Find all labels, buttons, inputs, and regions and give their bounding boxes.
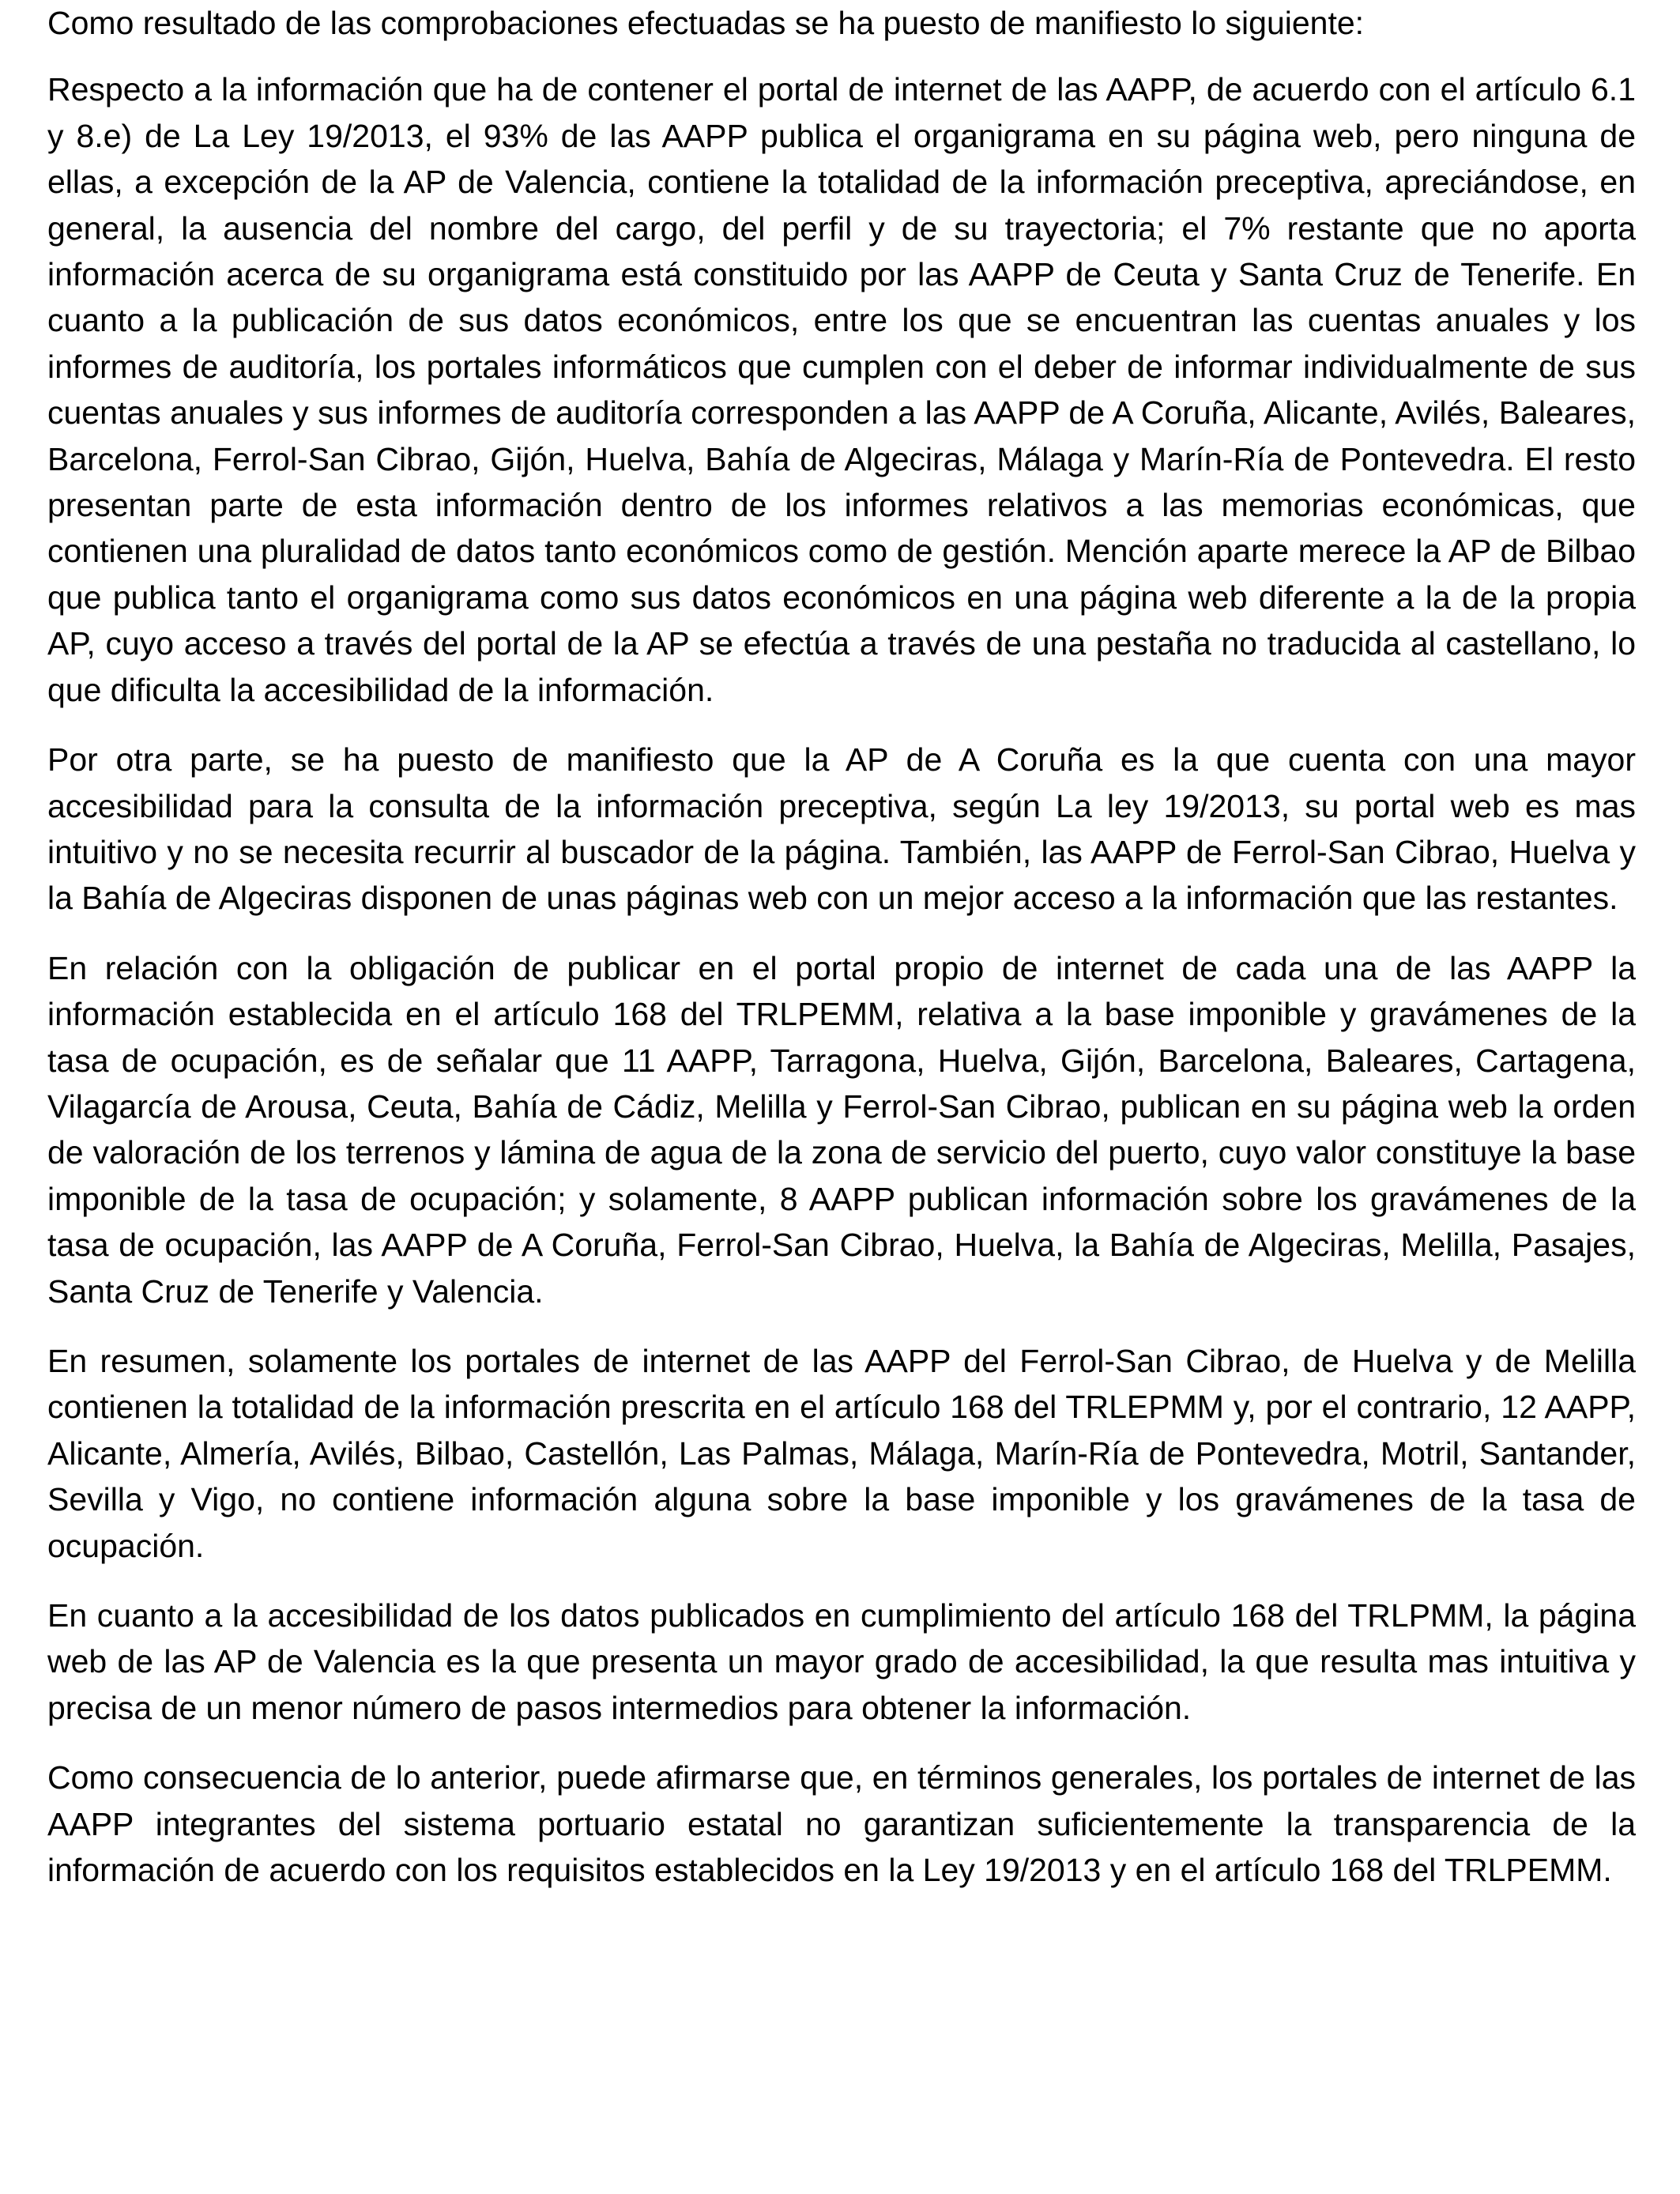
paragraph-intro: Como resultado de las comprobaciones efectuadas se ha puesto de manifiesto lo siguiente:: [47, 5, 1365, 41]
paragraph-article-168-obligation: En relación con la obligación de publicar en el portal propio de internet de cada una de las AAPP la información establecida en el artículo 168 del TRLPEMM, relativa a la base imponible y gravámenes de la tasa de ocupación, es de señalar que 11 AAPP, Tarragona, Huelva, Gijón, Barcelona, Baleares, Cartagena, Vilagarcía de Arousa, Ceuta, Bahía de Cádiz, Melilla y Ferrol-San Cibrao, publican en su página web la orden de valoración de los terrenos y lámina de agua de la zona de servicio del puerto, cuyo valor constituye la base imponible de la tasa de ocupación; y solamente, 8 AAPP publican información sobre los gravámenes de la tasa de ocupación, las AAPP de A Coruña, Ferrol-San Cibrao, Huelva, la Bahía de Algeciras, Melilla, Pasajes, Santa Cruz de Tenerife y Valencia.: [47, 949, 1636, 1310]
paragraph-portal-information: Respecto a la información que ha de contener el portal de internet de las AAPP, de acuerdo con el artículo 6.1 y 8.e) de La Ley 19/2013, el 93% de las AAPP publica el organigrama en su página web, pero ninguna de ellas, a excepción de la AP de Valencia, contiene la totalidad de la información preceptiva, apreciándose, en general, la ausencia del nombre del cargo, del perfil y de su trayectoria; el 7% restante que no aporta información acerca de su organigrama está constituido por las AAPP de Ceuta y Santa Cruz de Tenerife. En cuanto a la publicación de sus datos económicos, entre los que se encuentran las cuentas anuales y los informes de auditoría, los portales informáticos que cumplen con el deber de informar individualmente de sus cuentas anuales y sus informes de auditoría corresponden a las AAPP de A Coruña, Alicante, Avilés, Baleares, Barcelona, Ferrol-San Cibrao, Gijón, Huelva, Bahía de Algeciras, Málaga y Marín-Ría de Pontevedra. El resto presentan parte de esta información dentro de los informes relativos a las memorias económicas, que contienen una pluralidad de datos tanto económicos como de gestión. Mención aparte merece la AP de Bilbao que publica tanto el organigrama como sus datos económicos en una página web diferente a la de la propia AP, cuyo acceso a través del portal de la AP se efectúa a través de una pestaña no traducida al castellano, lo que dificulta la accesibilidad de la información.: [47, 71, 1636, 708]
paragraph-data-accessibility: En cuanto a la accesibilidad de los datos publicados en cumplimiento del artículo 168 del TRLPMM, la página web de las AP de Valencia es la que presenta un mayor grado de accesibilidad, la que resulta mas intuitiva y precisa de un menor número de pasos intermedios para obtener la información.: [47, 1597, 1636, 1726]
paragraph-conclusion: Como consecuencia de lo anterior, puede afirmarse que, en términos generales, los portales de internet de las AAPP integrantes del sistema portuario estatal no garantizan suficientemente la transparencia de la información de acuerdo con los requisitos establecidos en la Ley 19/2013 y en el artículo 168 del TRLPEMM.: [47, 1759, 1636, 1889]
paragraph-summary: En resumen, solamente los portales de internet de las AAPP del Ferrol-San Cibrao, de Huelva y de Melilla contienen la totalidad de la información prescrita en el artículo 168 del TRLEPMM y, por el contrario, 12 AAPP, Alicante, Almería, Avilés, Bilbao, Castellón, Las Palmas, Málaga, Marín-Ría de Pontevedra, Motril, Santander, Sevilla y Vigo, no contiene información alguna sobre la base imponible y los gravámenes de la tasa de ocupación.: [47, 1342, 1636, 1564]
document-page: [47, 0, 1636, 2194]
paragraph-accessibility: Por otra parte, se ha puesto de manifiesto que la AP de A Coruña es la que cuenta con una mayor accesibilidad para la consulta de la información preceptiva, según La ley 19/2013, su portal web es mas intuitivo y no se necesita recurrir al buscador de la página. También, las AAPP de Ferrol-San Cibrao, Huelva y la Bahía de Algeciras disponen de unas páginas web con un mejor acceso a la información que las restantes.: [47, 741, 1636, 917]
